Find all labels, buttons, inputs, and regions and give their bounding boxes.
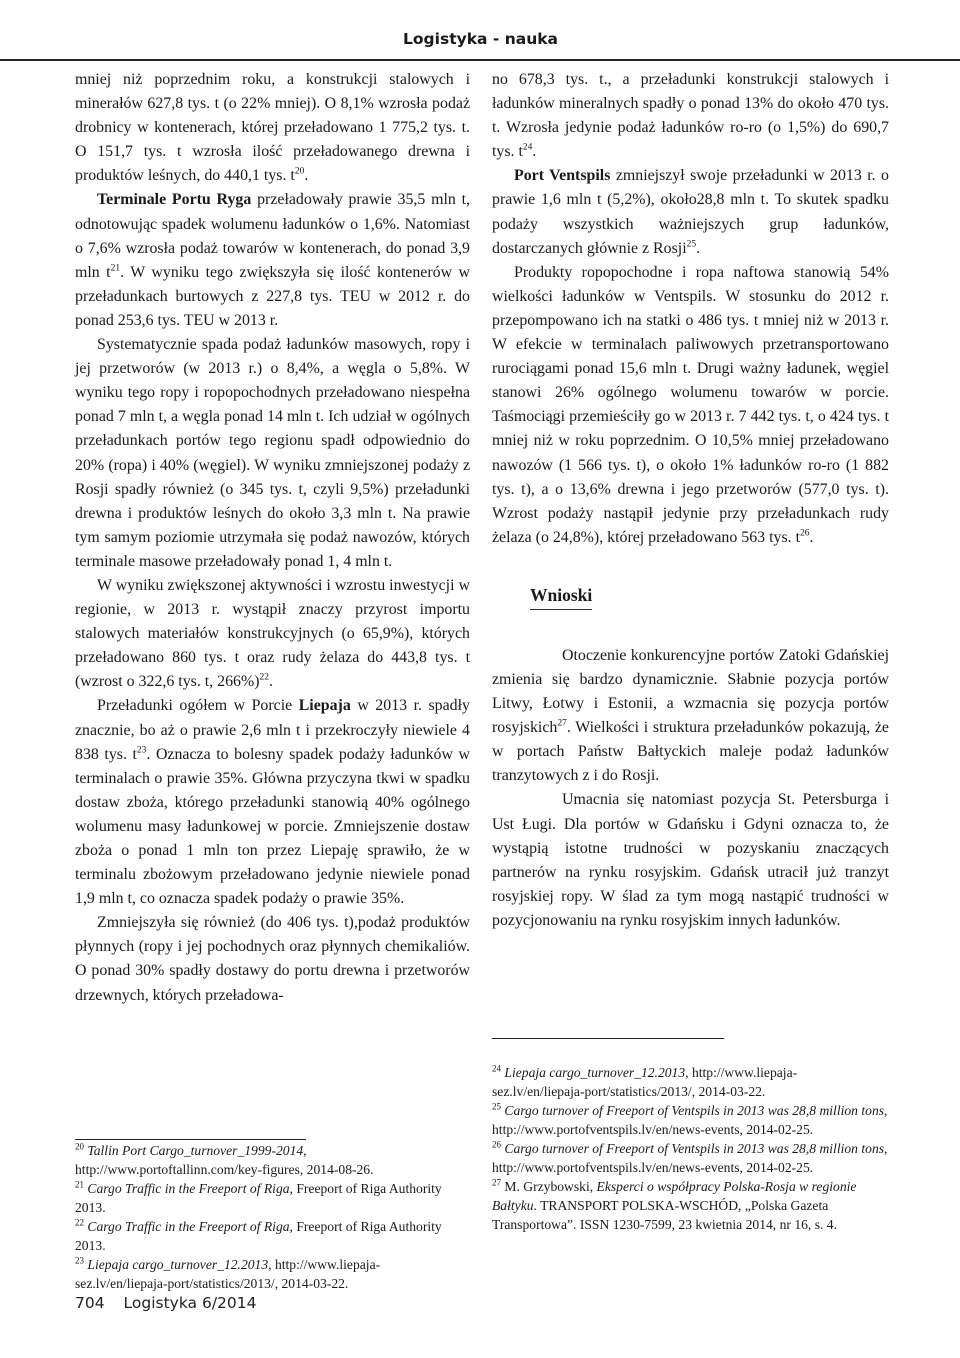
footnote-number: 26 [492,1139,501,1150]
footnote-source: , http://www.portofventspils.lv/en/news-events, 2014-02-25. [492,1141,888,1175]
paragraph: mniej niż poprzednim roku, a konstrukcji stalowych i minerałów 627,8 tys. t (o 22% mniej). O 8,1% wzrosła podaż drobnicy w kontenerach, której przeładowano 1 775,2 tys. t. O 151,7 tys. t wzrosła ilość przeładowanego drewna i produktów leśnych, do 440,1 tys. $t^{20}$. [75,71,470,185]
footnote-ref[interactable]: 24 [522,142,533,153]
footnote-ref[interactable]: 27 [557,718,567,729]
footnote-ref[interactable]: 20 [294,167,305,178]
footnote-number: 23 [75,1255,84,1266]
footnote-source: , http://www.liepaja-sez.lv/en/liepaja-port/statistics/2013/, 2014-03-22. [75,1257,381,1291]
footnote-title: Tallin Port Cargo_turnover_1999-2014, [87,1143,307,1158]
footnote-ref[interactable]: 22 [259,673,269,684]
footnote-title: Eksperci o współpracy Polska-Rosja w regionie Bałtyku [492,1179,857,1213]
page-header [0,0,960,62]
footnote-source: http://www.portoftallinn.com/key-figures, 2014-08-26. [75,1162,374,1177]
paragraph: Zmniejszyła się również (do 406 tys. t),podaż produktów płynnych (ropy i jej pochodnych oraz płynnych chemikaliów. O ponad 30% spadły dostawy do portu drewna i przetworów drzewnych, których przeładowa- [75,914,470,1004]
footnote [492,1139,889,1177]
footnote-title: Liepaja cargo_turnover_12.2013 [504,1065,686,1080]
paragraph: Otoczenie konkurencyjne portów Zatoki Gdańskiej zmienia się bardzo dynamicznie. Słabnie pozycja portów Litwy, Łotwy i Estonii, a wzmacnia się pozycja portów rosyjskich$^{27}$. Wielkości i struktura przeładunków pokazują, że w portach Państw Bałtyckich maleje podaż ładunków tranzytowych z i do Rosji. [492,646,889,785]
footnote-title: Cargo Traffic in the Freeport of Riga [87,1219,290,1234]
port-name: Terminale Portu Ryga [97,191,252,209]
journal-name: Logistyka 6/2014 [123,1294,257,1312]
header-rule [0,59,960,61]
paragraph: Terminale Portu Ryga przeładowały prawie 35,5 mln t, odnotowując spadek wolumenu ładunków o 1,6%. Natomiast o 7,6% wzrosła podaż towarów w kontenerach, do ponad 3,9 mln $t^{21}$. W wyniku tego zwiększyła się ilość kontenerów w przeładunkach burtowych z 227,8 tys. TEU w 2012 r. do ponad 253,6 tys. TEU w 2013 r. [75,191,470,329]
page-footer [75,1294,257,1312]
footnote-ref[interactable]: 26 [800,528,810,539]
footnote-number: 27 [492,1177,501,1188]
footnote [492,1063,889,1101]
footnotes-right [492,1063,889,1234]
footnote [75,1179,470,1217]
port-name: Port Ventspils [514,167,611,185]
running-header-title: Logistyka - nauka [403,30,558,48]
footnote-author: M. Grzybowski, [504,1179,597,1194]
left-column [75,68,470,1008]
footnote-ref[interactable]: 25 [686,239,697,250]
footnote-title: Cargo Traffic in the Freeport of Riga [87,1181,290,1196]
footnote-number: 24 [492,1063,501,1074]
paragraph: W wyniku zwiększonej aktywności i wzrostu inwestycji w regionie, w 2013 r. wystąpił znaczy przyrost importu stalowych materiałów konstrukcyjnych (o 65,9%), których przeładowano 860 tys. t oraz rudy żelaza do 443,8 tys. t (wzrost o 322,6 tys. t, 266%)$^{22}$. [75,576,470,691]
footnote-number: 20 [75,1141,84,1152]
footnote [75,1141,470,1179]
right-column [492,68,889,933]
footnote-number: 25 [492,1101,501,1112]
paragraph: Produkty ropopochodne i ropa naftowa stanowią 54% wielkości ładunków w Ventspils. W stosunku do 2012 r. przepompowano ich na statki o 486 tys. t mniej niż w 2013 r. W efekcie w terminalach paliwowych przetransportowano rurociągami ponad 15,6 mln t. Drugi ważny ładunek, węgiel stanowi 26% ogólnego wolumenu towarów w porcie. Taśmociągi przemieściły go w 2013 r. 7 442 tys. t, o 424 tys. t mniej niż w roku poprzednim. O 10,5% mniej przeładowano nawozów (1 566 tys. t), o około 1% ładunków ro-ro (1 882 tys. t), a o 13,6% drewna i jego przetworów (577,0 tys. t). Wzrost podaży nastąpił jedynie przy przeładunkach rudy żelaza (o 24,8%), której przeładowano 563 tys. $t^{26}$. [492,263,889,546]
paragraph: Port Ventspils zmniejszył swoje przeładunki w 2013 r. o prawie 1,6 mln t (5,2%), około28,8 mln t. To skutek spadku podaży wszystkich ważniejszych grup ładunków, dostarczanych głównie z Rosji$^{25}$. [492,167,889,257]
paragraph: Systematycznie spada podaż ładunków masowych, ropy i jej przetworów (w 2013 r.) o 8,4%, a węgla o 5,8%. W wyniku tego ropy i ropopochodnych przeładowano niespełna ponad 7 mln t, a węgla ponad 14 mln t. Ich udział w ogólnych przeładunkach portów tego regionu spadł odpowiednio do 20% (ropa) i 40% (węgiel). W wyniku zmniejszonej podaży z Rosji spadły również (o 345 tys. t, czyli 9,5%) przeładunki drewna i produktów leśnych do około 3,3 mln t. Na prawie tym samym poziomie utrzymała się podaż nawozów, których terminale masowe przeładowały ponad 1, 4 mln t. [75,336,470,570]
footnote [492,1177,889,1234]
footnote-ref[interactable]: 23 [136,745,147,756]
footnotes-left [75,1141,470,1293]
footnote [75,1255,470,1293]
page-number: 704 [75,1294,105,1312]
footnote-source: , http://www.liepaja-sez.lv/en/liepaja-port/statistics/2013/, 2014-03-22. [492,1065,798,1099]
footnote [75,1217,470,1255]
footnote-source: , Freeport of Riga Authority 2013. [75,1219,442,1253]
footnote-source: , Freeport of Riga Authority 2013. [75,1181,442,1215]
footnote [492,1101,889,1139]
footnote-title: Cargo turnover of Freeport of Ventspils in 2013 was 28,8 million tons [504,1103,885,1118]
footnote-title: Cargo turnover of Freeport of Ventspils in 2013 was 28,8 million tons [504,1141,885,1156]
footnote-separator [75,1139,306,1140]
spacer [492,610,889,644]
section-heading: Wnioski [530,583,592,610]
paragraph: Przeładunki ogółem w Porcie Liepaja w 2013 r. spadły znacznie, bo aż o prawie 2,6 mln t i przekroczyły niewiele 4 838 tys. $t^{23}$. Oznacza to bolesny spadek podaży ładunków w terminalach o prawie 35%. Główna przyczyna tkwi w spadku dostaw zboża, którego przeładunki stanowią 40% ogólnego wolumenu masy ładunkowej w porcie. Zmniejszenie dostaw zboża o ponad 1 mln ton przez Liepaję sprawiło, że w terminalu zbożowym przeładowano jedynie niewiele ponad 1,9 mln t, co oznacza spadek podaży o prawie 35%. [75,697,470,908]
footnote-title: Liepaja cargo_turnover_12.2013 [87,1257,269,1272]
footnote-source: . TRANSPORT POLSKA-WSCHÓD, „Polska Gazeta Transportowa”. ISSN 1230-7599, 23 kwietnia 2014, nr 16, s. 4. [492,1198,837,1232]
footnote-ref[interactable]: 21 [110,263,121,274]
footnote-number: 21 [75,1179,84,1190]
port-name: Liepaja [298,697,351,715]
paragraph: Umacnia się natomiast pozycja St. Petersburga i Ust Ługi. Dla portów w Gdańsku i Gdyni oznacza to, że wystąpią istotne trudności w pozyskaniu znaczących partnerów na rynku rosyjskim. Gdańsk utracił już tranzyt rosyjskiej ropy. W ślad za tym mogą nastąpić trudności w pozycjonowaniu na rynku rosyjskim innych ładunków. [492,791,889,929]
footnote-number: 22 [75,1217,84,1228]
paragraph: no 678,3 tys. t., a przeładunki konstrukcji stalowych i ładunków mineralnych spadły o ponad 13% do około 470 tys. t. Wzrosła jedynie podaż ładunków ro-ro (o 1,5%) do 690,7 tys. $t^{24}$. [492,71,889,161]
footnote-separator [492,1038,724,1039]
footnote-source: , http://www.portofventspils.lv/en/news-events, 2014-02-25. [492,1103,888,1137]
